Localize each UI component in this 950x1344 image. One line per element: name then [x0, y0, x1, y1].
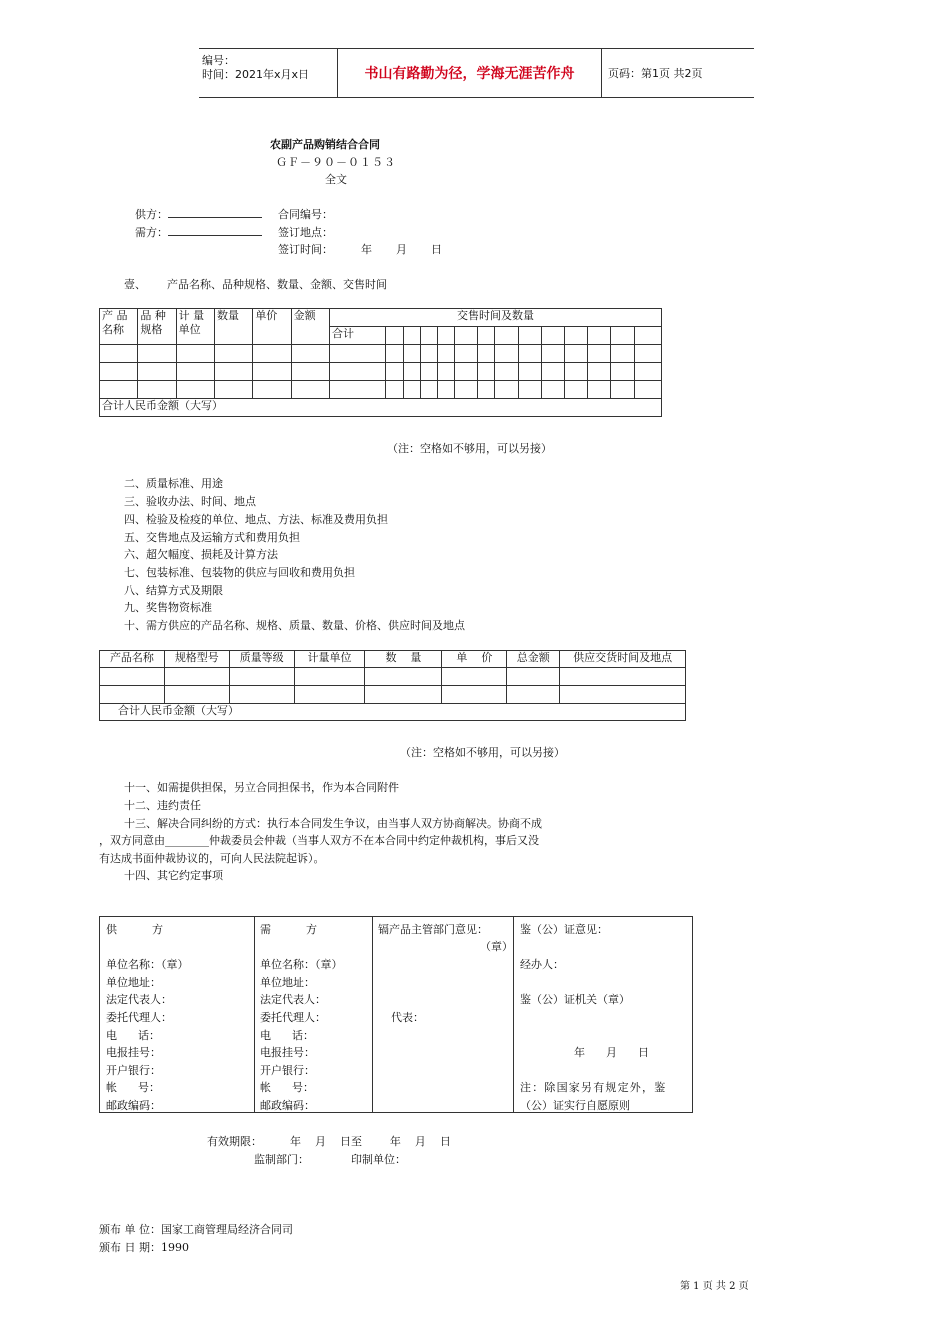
buyer-account: 帐 号： [260, 1081, 314, 1094]
signature-table [99, 916, 693, 1113]
clause-12: 十二、违约责任 [124, 799, 201, 812]
notary-handler: 经办人： [520, 958, 564, 971]
th-amount: 金额 [291, 309, 329, 345]
validity-period: 有效期限： 年 月 日至 年 月 日 [207, 1135, 451, 1148]
th-quality-grade: 质量等级 [229, 651, 294, 668]
th-unit: 计 量 单位 [176, 309, 214, 345]
th-unit-price: 单 价 [442, 651, 507, 668]
table-row [100, 345, 662, 363]
cell[interactable] [518, 327, 541, 345]
clause-11: 十一、如需提供担保，另立合同担保书，作为本合同附件 [124, 781, 399, 794]
time-label: 时间：2021年x月x日 [202, 68, 310, 81]
note-1: （注：空格如不够用，可以另接） [387, 442, 552, 455]
supplier-account: 帐 号： [106, 1081, 160, 1094]
clause-13-line-3: 有达成书面仲裁协议的，可向人民法院起诉）。 [99, 852, 325, 865]
page-counter: 页码：第1页 共2页 [608, 67, 703, 80]
buyer-bank: 开户银行： [260, 1064, 315, 1077]
th-product-name: 产品名称 [100, 651, 165, 668]
cell[interactable] [437, 327, 454, 345]
notary-note-1: 注：除国家另有规定外，鉴 [520, 1081, 667, 1094]
cell[interactable] [478, 327, 495, 345]
supplier-bank: 开户银行： [106, 1064, 161, 1077]
sign-place-label: 签订地点： [278, 226, 333, 239]
supplier-title: 供 方 [106, 923, 163, 936]
issuer: 颁布 单 位：国家工商管理局经济合同司 [99, 1223, 293, 1236]
supplier-unit-name: 单位名称：（章） [106, 958, 189, 971]
note-2: （注：空格如不够用，可以另接） [400, 746, 565, 759]
th-quantity: 数量 [214, 309, 252, 345]
sign-day: 日 [431, 243, 442, 256]
cell[interactable] [588, 327, 611, 345]
cell[interactable] [403, 327, 420, 345]
supplier-legal-rep: 法定代表人： [106, 993, 172, 1006]
cell[interactable] [386, 327, 403, 345]
contract-no-label: 合同编号： [278, 208, 333, 221]
table-row [100, 668, 686, 686]
authority-rep: 代表： [391, 1011, 424, 1024]
section-1-heading: 壹、 产品名称、品种规格、数量、金额、交售时间 [124, 278, 387, 291]
header-motto-cell [338, 49, 602, 97]
buyer-label: 需方： [135, 226, 168, 239]
clause-13-line-2: ，双方同意由________仲裁委员会仲裁（当事人双方不在本合同中约定仲裁机构，事后又没 [99, 834, 539, 847]
doc-fulltext: 全文 [325, 173, 347, 186]
notary-date: 年 月 日 [574, 1046, 649, 1059]
clause-14: 十四、其它约定事项 [124, 869, 223, 882]
buyer-postcode: 邮政编码： [260, 1099, 315, 1112]
table-row [100, 381, 662, 399]
th-spec-model: 规格型号 [164, 651, 229, 668]
cell[interactable] [541, 327, 564, 345]
buyer-telegraph: 电报挂号： [260, 1046, 315, 1059]
th-total: 总金额 [507, 651, 560, 668]
total-rmb-row: 合计人民币金额（大写） [100, 399, 662, 417]
notary-title: 鉴（公）证意见： [520, 923, 608, 936]
th-product-name: 产 品 名称 [100, 309, 138, 345]
cell[interactable] [634, 327, 661, 345]
buyer-title: 需 方 [260, 923, 317, 936]
buyer-address: 单位地址： [260, 976, 315, 989]
clause-13-line-1: 十三、解决合同纠纷的方式：执行本合同发生争议，由当事人双方协商解决。协商不成 [124, 817, 542, 830]
cell[interactable] [455, 327, 478, 345]
page-number: 第 1 页 共 2 页 [680, 1281, 749, 1292]
supplier-line[interactable] [168, 207, 262, 218]
th-unit-price: 单价 [253, 309, 291, 345]
supplier-agent: 委托代理人： [106, 1011, 172, 1024]
table-row [100, 363, 662, 381]
supply-table [99, 650, 686, 721]
supervise-print: 监制部门： 印制单位： [254, 1153, 406, 1166]
clause-9: 九、奖售物资标准 [124, 601, 212, 614]
clause-5: 五、交售地点及运输方式和费用负担 [124, 531, 300, 544]
clause-2: 二、质量标准、用途 [124, 477, 223, 490]
supplier-phone: 电 话： [106, 1029, 160, 1042]
cell[interactable] [420, 327, 437, 345]
th-delivery-time-place: 供应交货时间及地点 [560, 651, 686, 668]
cell[interactable] [564, 327, 587, 345]
sign-time-label: 签订时间： [278, 243, 333, 256]
doc-code: ＧＦ－９０－０１５３ [276, 156, 396, 169]
supplier-telegraph: 电报挂号： [106, 1046, 161, 1059]
supplier-label: 供方： [135, 208, 168, 221]
notary-note-2: （公）证实行自愿原则 [520, 1099, 630, 1112]
buyer-legal-rep: 法定代表人： [260, 993, 326, 1006]
sign-year: 年 [361, 243, 372, 256]
supplier-address: 单位地址： [106, 976, 161, 989]
authority-title: 镉产品主管部门意见： [378, 923, 488, 936]
product-table [99, 308, 662, 417]
supplier-field [135, 206, 262, 222]
buyer-agent: 委托代理人： [260, 1011, 326, 1024]
clause-10: 十、需方供应的产品名称、规格、质量、数量、价格、供应时间及地点 [124, 619, 465, 632]
number-label: 编号： [202, 54, 235, 67]
notary-org: 鉴（公）证机关（章） [520, 993, 630, 1006]
clause-7: 七、包装标准、包装物的供应与回收和费用负担 [124, 566, 355, 579]
doc-title: 农副产品购销结合合同 [270, 138, 380, 151]
th-quantity: 数 量 [365, 651, 442, 668]
clause-8: 八、结算方式及期限 [124, 584, 223, 597]
buyer-unit-name: 单位名称：（章） [260, 958, 343, 971]
buyer-line[interactable] [168, 225, 262, 236]
th-subtotal: 合计 [329, 327, 386, 345]
clause-3: 三、验收办法、时间、地点 [124, 495, 256, 508]
buyer-phone: 电 话： [260, 1029, 314, 1042]
th-unit: 计量单位 [294, 651, 365, 668]
issue-date: 颁布 日 期：1990 [99, 1241, 189, 1254]
buyer-field [135, 224, 262, 240]
th-delivery: 交售时间及数量 [329, 309, 661, 327]
table-row [100, 686, 686, 704]
total-rmb-row: 合计人民币金额（大写） [100, 704, 686, 721]
page-header [199, 48, 754, 98]
supplier-postcode: 邮政编码： [106, 1099, 161, 1112]
cell[interactable] [495, 327, 518, 345]
clause-4: 四、检验及检疫的单位、地点、方法、标准及费用负担 [124, 513, 388, 526]
sign-month: 月 [396, 243, 407, 256]
clause-6: 六、超欠幅度、损耗及计算方法 [124, 548, 278, 561]
authority-seal: （章） [480, 940, 513, 953]
header-meta [199, 49, 338, 97]
motto: 书山有路勤为径，学海无涯苦作舟 [364, 66, 575, 82]
th-variety-spec: 品 种 规格 [138, 309, 176, 345]
cell[interactable] [611, 327, 634, 345]
